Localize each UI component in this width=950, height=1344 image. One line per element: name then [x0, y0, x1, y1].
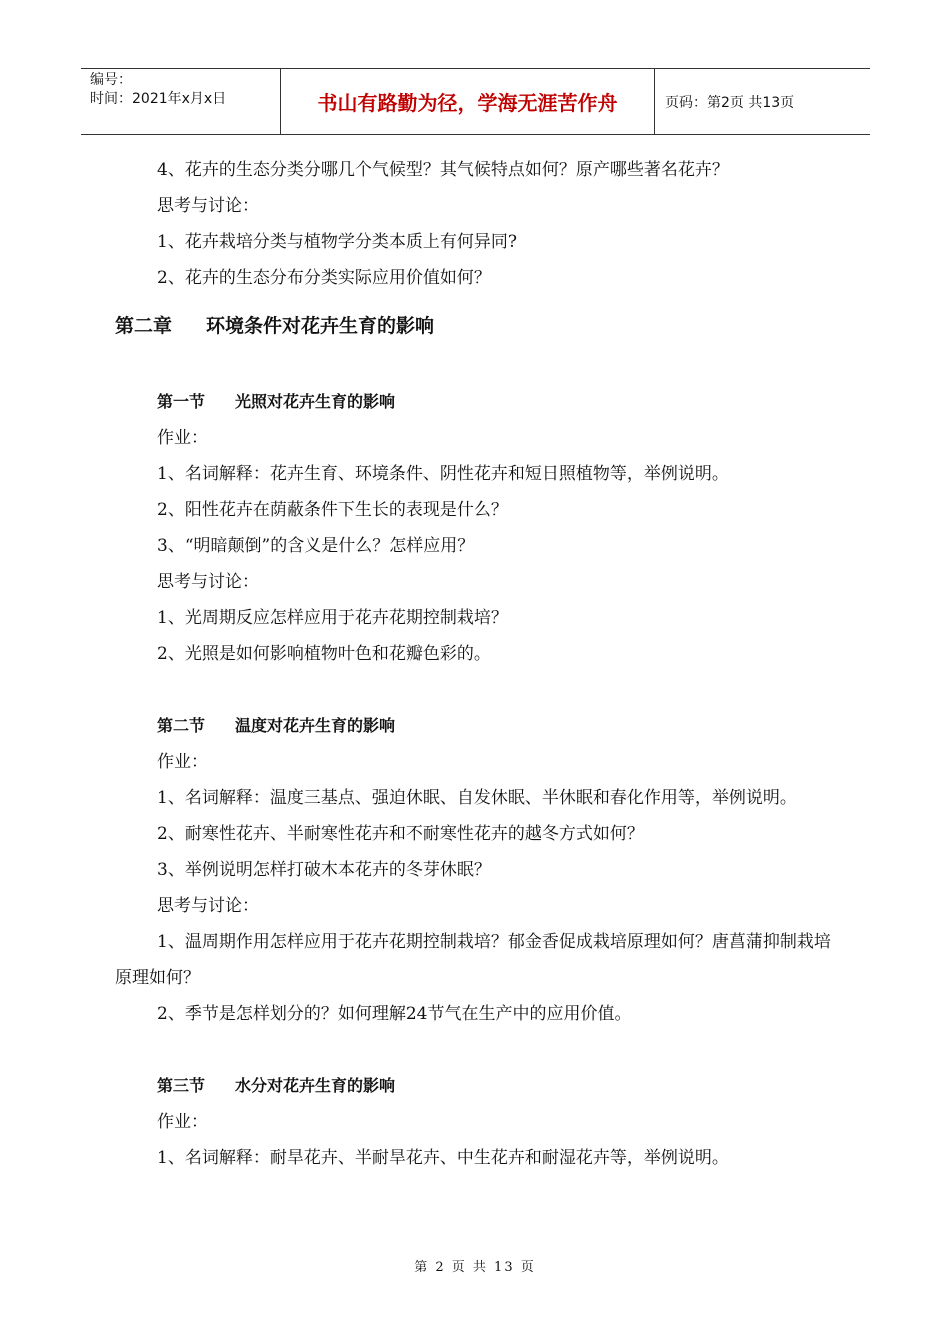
section-2-discuss-2: 2、季节是怎样划分的？如何理解24节气在生产中的应用价值。 — [157, 1004, 632, 1024]
section-2-homework-3: 3、举例说明怎样打破木本花卉的冬芽休眠？ — [157, 860, 491, 880]
intro-discuss-label: 思考与讨论： — [157, 196, 259, 216]
chapter-heading — [115, 308, 845, 344]
section-3-number: 第三节 — [157, 1076, 206, 1095]
section-2-homework-1: 1、名词解释：温度三基点、强迫休眠、自发休眠、半休眠和春化作用等，举例说明。 — [157, 788, 797, 808]
page-footer — [0, 1256, 950, 1275]
section-1-homework-1: 1、名词解释：花卉生育、环境条件、阴性花卉和短日照植物等，举例说明。 — [157, 464, 729, 484]
section-2-heading — [115, 708, 845, 744]
header-meta — [81, 69, 281, 134]
section-2-number: 第二节 — [157, 716, 206, 735]
section-3-homework-label: 作业： — [157, 1112, 208, 1132]
section-2-homework-2: 2、耐寒性花卉、半耐寒性花卉和不耐寒性花卉的越冬方式如何？ — [157, 824, 644, 844]
section-1-number: 第一节 — [157, 392, 206, 411]
chapter-number: 第二章 — [115, 315, 173, 337]
section-2-homework-label: 作业： — [157, 752, 208, 772]
section-1-discuss-label: 思考与讨论： — [157, 572, 259, 592]
page-footer-text: 第 2 页 共 13 页 — [414, 1260, 536, 1275]
section-1-homework-3: 3、“明暗颠倒”的含义是什么？怎样应用？ — [157, 536, 475, 556]
section-1-discuss-2: 2、光照是如何影响植物叶色和花瓣色彩的。 — [157, 644, 491, 664]
section-1-discuss-1: 1、光周期反应怎样应用于花卉花期控制栽培？ — [157, 608, 508, 628]
number-label: 编号： — [90, 72, 132, 88]
section-1-title: 光照对花卉生育的影响 — [235, 392, 396, 411]
page-header — [81, 68, 870, 135]
section-1-homework-label: 作业： — [157, 428, 208, 448]
document-body — [115, 152, 845, 1176]
chapter-title: 环境条件对花卉生育的影响 — [206, 315, 435, 337]
section-1-homework-2: 2、阳性花卉在荫蔽条件下生长的表现是什么？ — [157, 500, 508, 520]
time-label: 时间：2021年x月x日 — [90, 91, 227, 107]
header-page-info: 页码：第2页 共13页 — [665, 94, 795, 111]
section-2-discuss-1: 1、温周期作用怎样应用于花卉花期控制栽培？郁金香促成栽培原理如何？唐菖蒲抑制栽培原理如何？ — [115, 932, 831, 988]
header-motto: 书山有路勤为径，学海无涯苦作舟 — [281, 69, 655, 134]
intro-discuss-2: 2、花卉的生态分布分类实际应用价值如何？ — [157, 268, 491, 288]
section-2-discuss-label: 思考与讨论： — [157, 896, 259, 916]
intro-discuss-1: 1、花卉栽培分类与植物学分类本质上有何异同? — [157, 232, 517, 252]
section-3-title: 水分对花卉生育的影响 — [235, 1076, 396, 1095]
section-2-title: 温度对花卉生育的影响 — [235, 716, 396, 735]
section-1-heading — [115, 384, 845, 420]
intro-question-4: 4、花卉的生态分类分哪几个气候型？其气候特点如何？原产哪些著名花卉？ — [157, 160, 729, 180]
section-3-homework-1: 1、名词解释：耐旱花卉、半耐旱花卉、中生花卉和耐湿花卉等，举例说明。 — [157, 1148, 729, 1168]
section-3-heading — [115, 1068, 845, 1104]
